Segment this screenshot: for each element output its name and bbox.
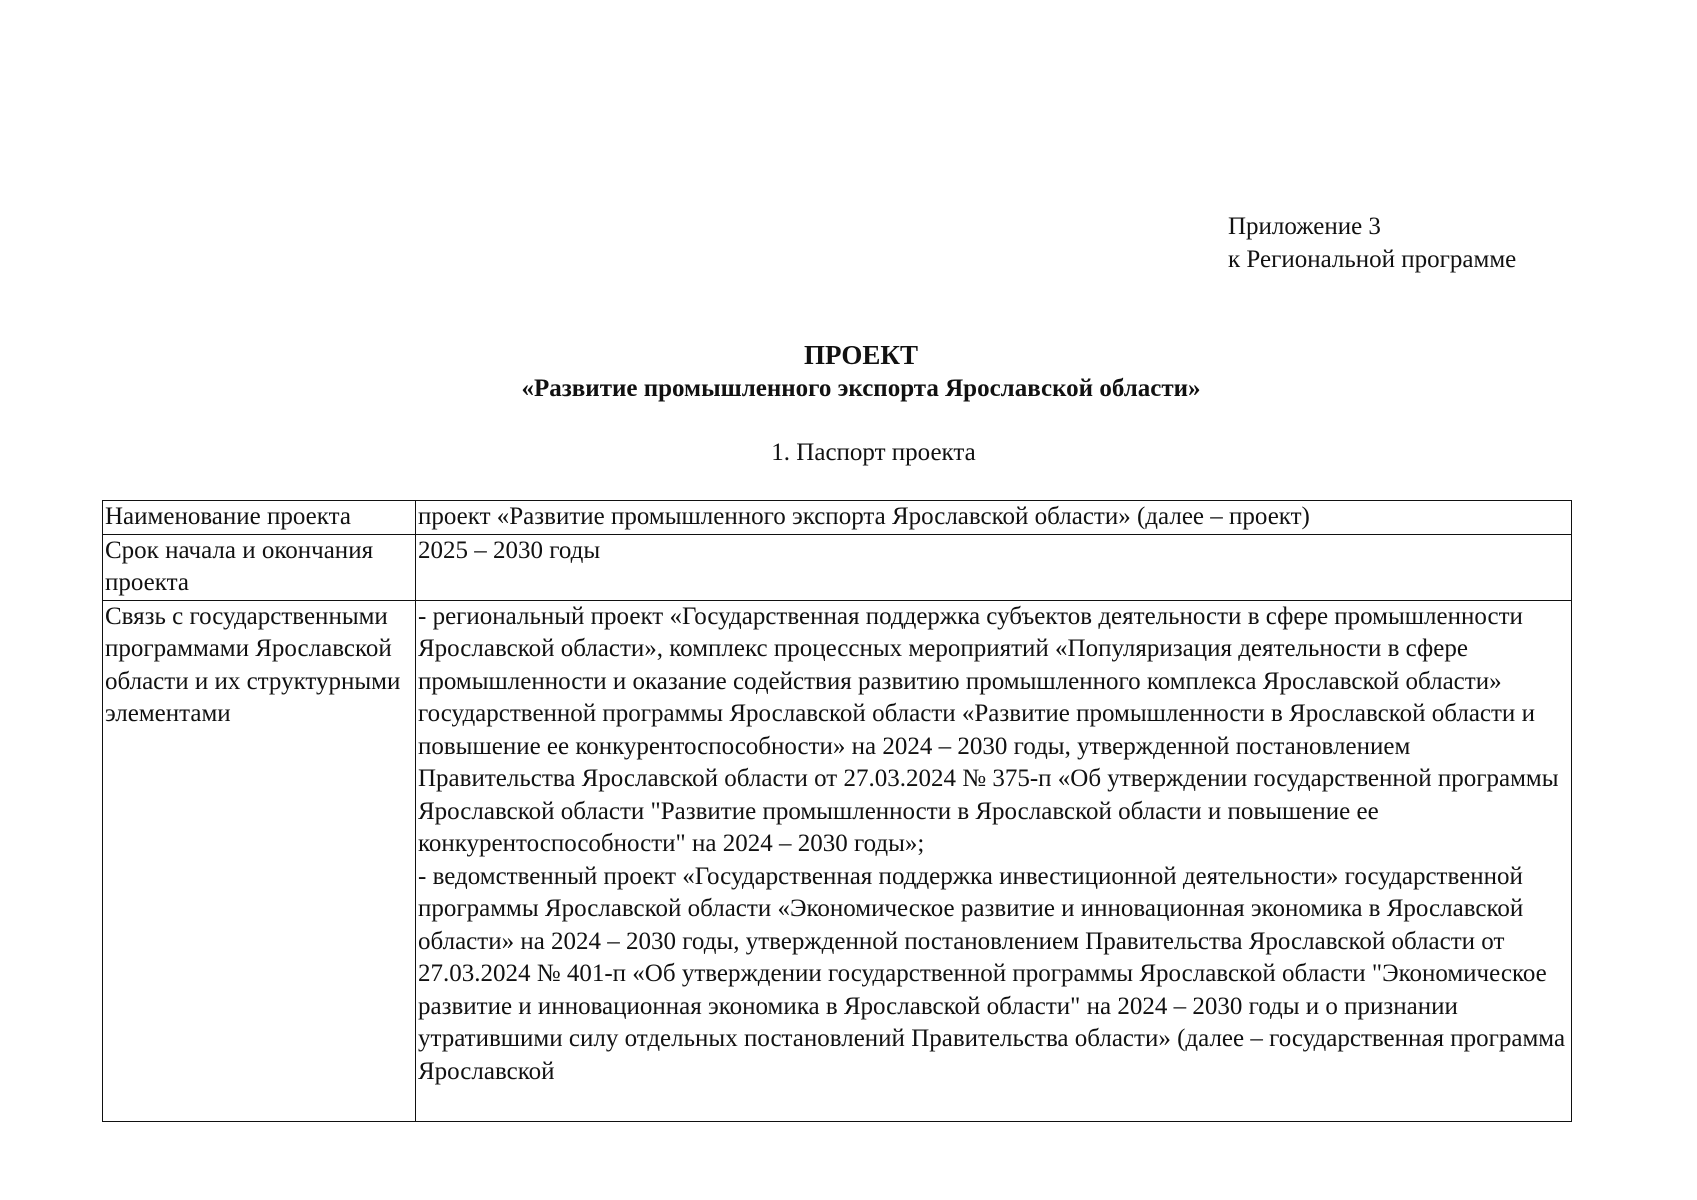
row-value-program-links — [416, 600, 1572, 1121]
section-heading: 1. Паспорт проекта — [771, 439, 976, 466]
row-label-project-term: Срок начала и окончания проекта — [103, 534, 416, 600]
table-row — [103, 600, 1572, 1121]
program-link-paragraph-1: - региональный проект «Государственная поддержка субъектов деятельности в сфере промышленности Ярославской области», комплекс процессных мероприятий «Популяризация деятельности в сфере промышленности и оказание содействия развитию промышленного комплекса Ярославской области» государственной программы Ярославской области «Развитие промышленности в Ярославской области и повышение ее конкурентоспособности» на 2024 – 2030 годы, утвержденной постановлением Правительства Ярославской области от 27.03.2024 № 375-п «Об утверждении государственной программы Ярославской области "Развитие промышленности в Ярославской области и повышение ее конкурентоспособности" на 2024 – 2030 годы»; — [418, 602, 1559, 857]
row-value-project-term: 2025 – 2030 годы — [416, 534, 1572, 600]
document-title: ПРОЕКТ — [804, 340, 918, 370]
appendix-line-2: к Региональной программе — [1228, 246, 1517, 273]
table-row — [103, 501, 1572, 535]
project-passport-table — [102, 500, 1572, 1122]
row-value-project-name: проект «Развитие промышленного экспорта Ярославской области» (далее – проект) — [416, 501, 1572, 535]
appendix-line-1: Приложение 3 — [1228, 213, 1381, 240]
table-row — [103, 534, 1572, 600]
document-subtitle: «Развитие промышленного экспорта Ярославской области» — [521, 375, 1201, 402]
program-link-paragraph-2: - ведомственный проект «Государственная поддержка инвестиционной деятельности» государственной программы Ярославской области «Экономическое развитие и инновационная экономика в Ярославской области» на 2024 – 2030 годы, утвержденной постановлением Правительства Ярославской области от 27.03.2024 № 401-п «Об утверждении государственной программы Ярославской области "Экономическое развитие и инновационная экономика в Ярославской области" на 2024 – 2030 годы и о признании утратившими силу отдельных постановлений Правительства области» (далее – государственная программа Ярославской — [418, 862, 1566, 1085]
appendix-note — [1228, 210, 1516, 276]
row-label-program-links: Связь с государственными программами Ярославской области и их структурными элементами — [103, 600, 416, 1121]
program-links-text — [418, 601, 1569, 1121]
row-label-project-name: Наименование проекта — [103, 501, 416, 535]
